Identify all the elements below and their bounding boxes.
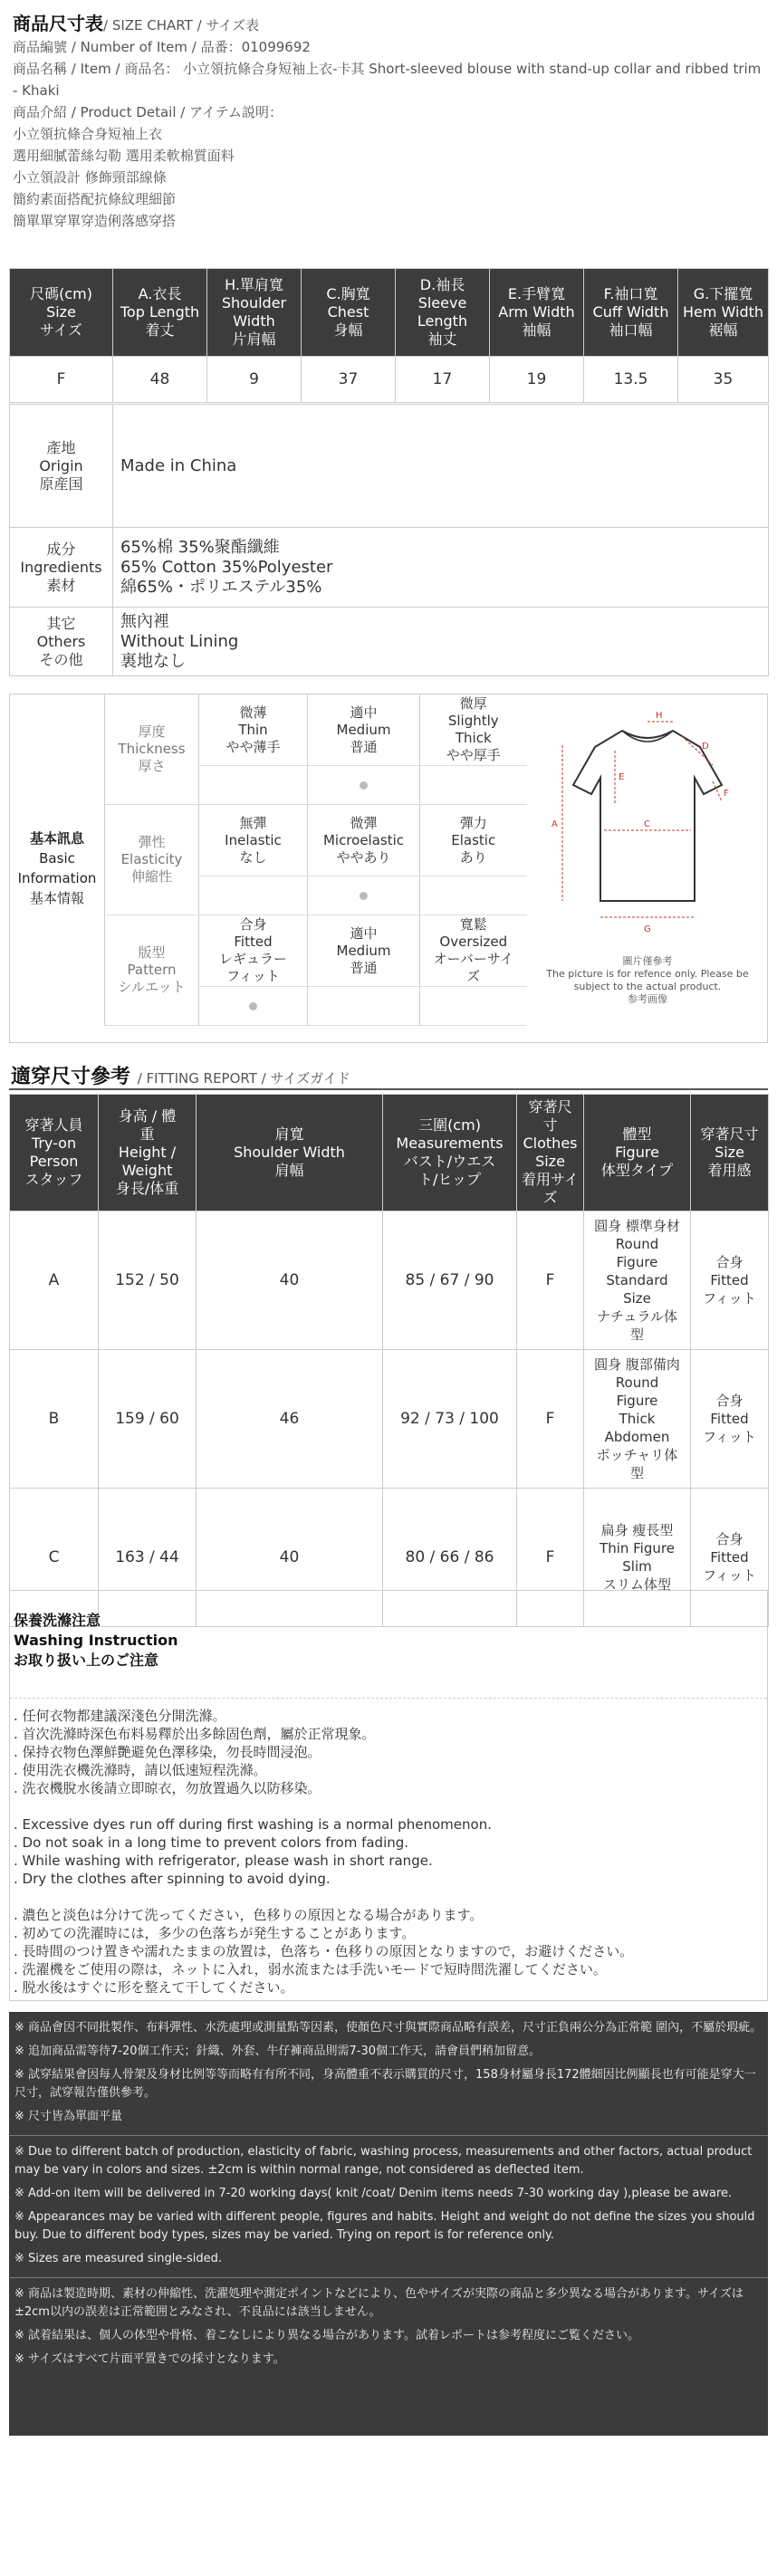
attribute-option bbox=[420, 694, 527, 766]
text-line: 型 bbox=[629, 1465, 644, 1481]
text-line: 型 bbox=[629, 1326, 644, 1343]
text-line: Height / bbox=[118, 1144, 177, 1161]
measurements-cell: 92 / 73 / 100 bbox=[383, 1350, 517, 1489]
shoulder-cell: 40 bbox=[197, 1211, 383, 1350]
text-line: Fitted bbox=[710, 1411, 749, 1427]
others-row bbox=[10, 608, 769, 676]
text-line: ややあり bbox=[336, 848, 391, 866]
text-line: ナチュラル体 bbox=[596, 1308, 678, 1325]
diagram-letter: D bbox=[702, 742, 709, 752]
diagram-letter: F bbox=[724, 789, 729, 799]
label-text: 基本情報 bbox=[29, 890, 84, 906]
size-header-cell bbox=[302, 269, 396, 357]
washing-line: . Do not soak in a long time to prevent colors from fading. bbox=[14, 1834, 409, 1851]
title-text: 商品尺寸表 bbox=[13, 13, 103, 34]
washing-line: . 濃色と淡色は分けて洗ってください，色移りの原因となる場合があります。 bbox=[14, 1907, 484, 1923]
text-line: 袖幅 bbox=[522, 321, 552, 339]
attribute-indicator-cell bbox=[308, 987, 420, 1026]
attribute-name bbox=[105, 915, 199, 1026]
others-value bbox=[113, 608, 769, 676]
product-header bbox=[0, 0, 777, 232]
others-label bbox=[10, 608, 113, 676]
value-text: 65%棉 35%聚酯纖維 bbox=[120, 537, 280, 557]
size-header-cell bbox=[396, 269, 490, 357]
fitting-title bbox=[11, 1061, 350, 1089]
text-line: Thick bbox=[619, 1411, 656, 1427]
washing-line: . Excessive dyes run off during first washing is a normal phenomenon. bbox=[14, 1816, 492, 1833]
text-line: Try-on bbox=[31, 1135, 77, 1152]
text-line: Cuff Width bbox=[592, 303, 669, 321]
text-line: スリム体型 bbox=[602, 1576, 671, 1593]
attribute-name bbox=[105, 694, 199, 805]
text-line: Measurements bbox=[396, 1135, 504, 1152]
origin-value bbox=[113, 405, 769, 528]
text-line: 彈力 bbox=[459, 814, 487, 831]
fitting-header bbox=[10, 1095, 769, 1211]
person-cell: A bbox=[10, 1211, 99, 1350]
basic-info-panel bbox=[9, 694, 768, 1043]
detail-line: 簡約素面搭配抗條紋理細節 bbox=[13, 191, 177, 207]
item-number: 商品編號 / Number of Item / 品番：01099692 bbox=[13, 39, 311, 55]
size-header-cell bbox=[678, 269, 769, 357]
size-cell: 9 bbox=[207, 357, 302, 403]
diagram-letter: C bbox=[644, 819, 650, 829]
label-text: 素材 bbox=[46, 576, 76, 594]
shoulder-cell: 46 bbox=[197, 1350, 383, 1489]
note-line: ※ Add-on item will be delivered in 7-20 working days( knit /coat/ Denim items needs 7-30 working day ),please be aware. bbox=[14, 2187, 733, 2200]
text-line: 體型 bbox=[622, 1125, 652, 1143]
text-line: 適中 bbox=[350, 704, 378, 721]
text-line: 無彈 bbox=[239, 814, 267, 831]
washing-line: . While washing with refrigerator, please wash in short range. bbox=[14, 1853, 433, 1869]
text-line: 三圍(cm) bbox=[418, 1116, 481, 1134]
washing-title-line: お取り扱い上のご注意 bbox=[14, 1652, 159, 1669]
text-line: フィット bbox=[226, 968, 280, 984]
text-line: Thick bbox=[455, 730, 492, 746]
attribute-option bbox=[199, 694, 308, 766]
text-line: 重 bbox=[139, 1125, 155, 1143]
value-text: 65% Cotton 35%Polyester bbox=[120, 557, 333, 577]
text-line: Elastic bbox=[451, 831, 496, 848]
washing-line: . 保持衣物色澤鮮艷避免色澤移染，勿長時間浸泡。 bbox=[14, 1744, 321, 1760]
detail-line: 小立領設計 修飾頸部線條 bbox=[13, 169, 167, 186]
person-cell: C bbox=[10, 1489, 99, 1627]
washing-line: . 首次洗滌時深色布料易釋於出多餘固色劑，屬於正常現象。 bbox=[14, 1726, 376, 1742]
size-header-cell bbox=[207, 269, 302, 357]
ingredients-label bbox=[10, 528, 113, 608]
value-text: 裏地なし bbox=[120, 651, 186, 671]
attribute-grid bbox=[104, 694, 526, 1026]
fitting-header-cell bbox=[517, 1095, 584, 1211]
text-line: Length bbox=[417, 312, 468, 330]
basic-info-label bbox=[10, 694, 104, 1042]
text-line: Thin bbox=[238, 721, 268, 738]
text-line: Size bbox=[46, 303, 76, 321]
ingredients-row bbox=[10, 528, 769, 608]
text-line: 袖口幅 bbox=[609, 321, 653, 339]
label-text: Basic bbox=[39, 850, 75, 867]
caption-line: 圖片僅參考 bbox=[622, 955, 673, 967]
text-line: Width bbox=[233, 312, 275, 330]
text-line: 穿著尺 bbox=[528, 1098, 572, 1116]
text-line: 穿著人員 bbox=[24, 1116, 83, 1134]
attribute-indicator-cell bbox=[199, 876, 308, 915]
washing-line: . 洗衣機脫水後請立即晾衣，勿放置過久以防移染。 bbox=[14, 1780, 321, 1796]
text-line: 体型タイプ bbox=[600, 1162, 674, 1179]
text-line: 合身 bbox=[715, 1531, 743, 1547]
origin-row bbox=[10, 405, 769, 528]
text-line: Clothes bbox=[523, 1135, 578, 1152]
washing-body bbox=[14, 1707, 762, 1997]
size-cell: 13.5 bbox=[584, 357, 678, 403]
diagram-letter: E bbox=[619, 772, 625, 782]
note-line: ※ 追加商品需等待7-20個工作天；針織、外套、牛仔褲商品則需7-30個工作天，請會員們稍加留意。 bbox=[14, 2045, 542, 2058]
size-cell: F bbox=[10, 357, 113, 403]
text-line: Thin Figure bbox=[600, 1540, 675, 1556]
notes-section bbox=[9, 2136, 768, 2278]
text-line: 伸縮性 bbox=[130, 868, 172, 885]
attribute-row bbox=[105, 915, 527, 987]
washing-line: . 使用洗衣機洗滌時，請以低速短程洗滌。 bbox=[14, 1762, 267, 1778]
notes-section bbox=[9, 2012, 768, 2136]
size-header-cell bbox=[113, 269, 207, 357]
detail-line: 簡單單穿單穿造俐落感穿搭 bbox=[13, 213, 177, 229]
text-line: シルエット bbox=[118, 979, 186, 995]
fitting-body bbox=[10, 1211, 769, 1627]
text-line: E.手臂寬 bbox=[507, 285, 566, 302]
text-line: バスト/ウエス bbox=[403, 1153, 496, 1170]
caption-line: 参考画像 bbox=[628, 993, 667, 1005]
washing-line: . 長時間のつけ置きや濡れたままの放置は，色落ち・色移りの原因となりますので，お避けください。 bbox=[14, 1943, 634, 1959]
washing-line: . 洗濯機をご使用の際は，ネットに入れ，弱水流または手洗いモードで短時間洗濯してください。 bbox=[14, 1961, 607, 1977]
text-line: スタッフ bbox=[24, 1171, 83, 1188]
size-header-cell bbox=[10, 269, 113, 357]
detail-line: 選用細膩蕾絲勾勒 選用柔軟棉質面料 bbox=[13, 148, 235, 164]
text-line: 微薄 bbox=[239, 704, 267, 721]
text-line: ズ bbox=[466, 968, 481, 984]
size-header-cell bbox=[584, 269, 678, 357]
fitting-row bbox=[10, 1350, 769, 1489]
measurements-cell: 85 / 67 / 90 bbox=[383, 1211, 517, 1350]
text-line: Microelastic bbox=[322, 831, 405, 848]
text-line: 身長/体重 bbox=[115, 1180, 179, 1197]
fitting-table bbox=[9, 1094, 769, 1627]
fitting-header-cell bbox=[383, 1095, 517, 1211]
attribute-option bbox=[199, 805, 308, 876]
attribute-row bbox=[105, 805, 527, 876]
text-line: 適中 bbox=[350, 924, 378, 942]
washing-line: . Dry the clothes after spinning to avoid dying. bbox=[14, 1871, 331, 1887]
text-line: フィット bbox=[703, 1429, 756, 1445]
diagram-caption bbox=[532, 955, 763, 1006]
fitting-title-text: 適穿尺寸參考 bbox=[11, 1066, 131, 1088]
washing-title-line: Washing Instruction bbox=[14, 1632, 178, 1649]
text-line: C.胸寬 bbox=[326, 285, 370, 302]
washing-divider bbox=[10, 1698, 767, 1699]
text-line: 着用サイ bbox=[522, 1171, 579, 1188]
text-line: 扁身 瘦長型 bbox=[600, 1522, 674, 1538]
size-cell: 19 bbox=[490, 357, 584, 403]
text-line: 版型 bbox=[138, 944, 166, 961]
detail-label: 商品介紹 / Product Detail / アイテム説明： bbox=[13, 104, 283, 120]
text-line: G.下擺寬 bbox=[693, 285, 753, 302]
text-line: 厚さ bbox=[138, 758, 166, 774]
page-title bbox=[13, 13, 764, 36]
shoulder-cell: 40 bbox=[197, 1489, 383, 1627]
note-line: ※ 商品は製造時期、素材の伸縮性、洗濯処理や測定ポイントなどにより、色やサイズが実際の商品と多少異なる場合があります。サイズは±2cm以内の誤差は正常範囲とみなされ、不良品には該当しません。 bbox=[14, 2287, 743, 2319]
label-text: その他 bbox=[39, 650, 83, 668]
text-line: 普通 bbox=[350, 738, 378, 755]
text-line: Elasticity bbox=[120, 851, 183, 867]
attribute-indicator-cell bbox=[308, 876, 420, 915]
text-line: 圓身 腹部備肉 bbox=[594, 1356, 680, 1373]
label-text: 成分 bbox=[46, 540, 76, 558]
note-line: ※ 尺寸皆為單面平量 bbox=[14, 2110, 123, 2123]
text-line: Hem Width bbox=[682, 303, 764, 321]
text-line: Fitted bbox=[710, 1272, 749, 1288]
text-line: 彈性 bbox=[138, 834, 166, 850]
clothes-size-cell: F bbox=[517, 1211, 584, 1350]
text-line: Slightly bbox=[447, 713, 499, 729]
text-line: F.袖口寬 bbox=[603, 285, 658, 302]
text-line: Thickness bbox=[118, 741, 186, 757]
selected-dot-icon bbox=[360, 781, 368, 790]
washing-line: . 任何衣物都建議深淺色分開洗滌。 bbox=[14, 1708, 226, 1724]
text-line: Fitted bbox=[710, 1549, 749, 1566]
size-cell: 35 bbox=[678, 357, 769, 403]
caption-line: subject to the actual product. bbox=[573, 981, 722, 992]
clothes-size-cell: F bbox=[517, 1350, 584, 1489]
measurements-cell: 80 / 66 / 86 bbox=[383, 1489, 517, 1627]
text-line: 肩寬 bbox=[274, 1125, 304, 1143]
text-line: 寸 bbox=[542, 1116, 558, 1134]
tshirt-icon bbox=[532, 694, 763, 948]
height-weight-cell: 159 / 60 bbox=[99, 1350, 197, 1489]
text-line: 普通 bbox=[350, 959, 378, 976]
fitting-divider bbox=[9, 1088, 768, 1090]
washing-title bbox=[10, 1591, 767, 1671]
text-line: ポッチャリ体 bbox=[596, 1447, 678, 1463]
washing-panel bbox=[9, 1590, 768, 2001]
selected-dot-icon bbox=[360, 892, 368, 900]
washing-title-line: 保養洗滌注意 bbox=[14, 1612, 101, 1629]
fit-cell bbox=[691, 1350, 769, 1489]
washing-gap bbox=[14, 1888, 762, 1906]
fit-cell bbox=[691, 1211, 769, 1350]
text-line: やや厚手 bbox=[446, 747, 501, 763]
text-line: Standard bbox=[606, 1272, 668, 1288]
text-line: 着用感 bbox=[707, 1162, 752, 1179]
figure-cell bbox=[584, 1350, 691, 1489]
text-line: Weight bbox=[121, 1162, 173, 1179]
washing-line: . 初めての洗濯時には，多少の色落ちが発生することがあります。 bbox=[14, 1925, 416, 1941]
text-line: 合身 bbox=[715, 1254, 743, 1270]
note-line: ※ Sizes are measured single-sided. bbox=[14, 2252, 223, 2265]
selected-dot-icon bbox=[249, 1002, 257, 1010]
text-line: Shoulder bbox=[221, 294, 287, 311]
fitting-header-cell bbox=[584, 1095, 691, 1211]
height-weight-cell: 163 / 44 bbox=[99, 1489, 197, 1627]
attribute-name bbox=[105, 805, 199, 915]
note-line: ※ サイズはすべて片面平置きでの採寸となります。 bbox=[14, 2352, 285, 2366]
info-table bbox=[9, 404, 769, 676]
attribute-indicator-cell bbox=[420, 766, 527, 805]
text-line: Size bbox=[623, 1290, 651, 1307]
text-line: H.單肩寬 bbox=[225, 276, 283, 293]
fitting-header-cell bbox=[691, 1095, 769, 1211]
person-cell: B bbox=[10, 1350, 99, 1489]
text-line: Round bbox=[615, 1236, 659, 1252]
text-line: 圓身 標準身材 bbox=[594, 1218, 680, 1234]
value-text: 無內裡 bbox=[120, 611, 169, 631]
text-line: あり bbox=[459, 848, 487, 866]
attribute-indicator-cell bbox=[420, 876, 527, 915]
fitting-row bbox=[10, 1211, 769, 1350]
label-text: Ingredients bbox=[20, 558, 102, 576]
figure-cell bbox=[584, 1211, 691, 1350]
text-line: 寬鬆 bbox=[459, 916, 487, 933]
attribute-option bbox=[308, 694, 420, 766]
label-text: Others bbox=[36, 632, 86, 650]
item-name: 商品名稱 / Item / 商品名： 小立領抗條合身短袖上衣-卡其 Short-sleeved blouse with stand-up collar and ribbed trim - Khaki bbox=[13, 61, 762, 99]
attribute-table bbox=[104, 694, 527, 1026]
origin-label bbox=[10, 405, 113, 528]
text-line: Abdomen bbox=[604, 1429, 670, 1445]
text-line: フィット bbox=[703, 1290, 756, 1307]
text-line: 身高 / 體 bbox=[118, 1107, 177, 1125]
text-line: 身幅 bbox=[333, 321, 363, 339]
washing-line: . 脱水後はすぐに形を整えて干してください。 bbox=[14, 1979, 294, 1996]
attribute-indicator-cell bbox=[420, 987, 527, 1026]
text-line: Oversized bbox=[439, 934, 508, 950]
text-line: サイズ bbox=[40, 321, 82, 339]
size-table-row bbox=[10, 357, 769, 403]
note-line: ※ 試穿結果會因每人骨架及身材比例等等而略有有所不同，身高體重不表示購買的尺寸，158身材屬身長172體細因比例顯長也有可能是穿大一尺寸，試穿報告僅供參考。 bbox=[14, 2068, 756, 2100]
garment-diagram bbox=[532, 694, 763, 1042]
size-header-cell bbox=[490, 269, 584, 357]
washing-gap bbox=[14, 1797, 762, 1815]
text-line: 微彈 bbox=[350, 814, 378, 831]
text-line: オーバーサイ bbox=[433, 951, 513, 967]
notes-panel bbox=[9, 2012, 768, 2436]
value-text: 綿65%・ポリエステル35% bbox=[120, 577, 322, 597]
note-line: ※ Due to different batch of production, elasticity of fabric, washing process, measurements and other factors, actual product may be vary in colors and sizes. ±2cm is within normal range, not considered as deflected item. bbox=[14, 2145, 753, 2177]
text-line: 肩幅 bbox=[274, 1162, 304, 1179]
text-line: Figure bbox=[616, 1393, 658, 1409]
label-text: 原産国 bbox=[39, 474, 83, 493]
text-line: Shoulder Width bbox=[234, 1144, 345, 1161]
text-line: ズ bbox=[542, 1189, 558, 1206]
text-line: やや薄手 bbox=[225, 738, 281, 755]
text-line: Figure bbox=[616, 1254, 658, 1270]
attribute-row bbox=[105, 694, 527, 766]
text-line: 裾幅 bbox=[708, 321, 738, 339]
fitting-title-sub: / FITTING REPORT / サイズガイド bbox=[137, 1070, 350, 1087]
note-line: ※ Appearances may be varied with different people, figures and habits. Height and weight do not define the sizes you should buy. Due to different body types, sizes may be varied. Trying on report is for reference only. bbox=[14, 2210, 755, 2242]
text-line: Medium bbox=[336, 942, 391, 959]
text-line: ト/ヒップ bbox=[418, 1171, 481, 1188]
height-weight-cell: 152 / 50 bbox=[99, 1211, 197, 1350]
text-line: Pattern bbox=[127, 962, 177, 978]
text-line: 厚度 bbox=[138, 723, 166, 740]
text-line: A.衣長 bbox=[138, 285, 182, 302]
attribute-indicator-cell bbox=[199, 766, 308, 805]
label-text: Origin bbox=[39, 456, 83, 474]
text-line: Size bbox=[535, 1153, 565, 1170]
fitting-header-cell bbox=[10, 1095, 99, 1211]
attribute-option bbox=[199, 915, 308, 987]
attribute-indicator-cell bbox=[199, 987, 308, 1026]
diagram-letter: A bbox=[552, 819, 558, 829]
size-cell: 48 bbox=[113, 357, 207, 403]
text-line: Sleeve bbox=[417, 294, 467, 311]
label-text: 其它 bbox=[46, 614, 76, 632]
text-line: Arm Width bbox=[498, 303, 575, 321]
text-line: Chest bbox=[327, 303, 369, 321]
note-line: ※ 試着結果は、個人の体型や骨格、着こなしにより異なる場合があります。試着レポートは参考程度にご覧ください。 bbox=[14, 2329, 639, 2342]
value-text: Without Lining bbox=[120, 631, 239, 651]
ingredients-value bbox=[113, 528, 769, 608]
diagram-letter: H bbox=[656, 711, 663, 721]
label-text: Information bbox=[17, 870, 97, 886]
attribute-option bbox=[420, 805, 527, 876]
text-line: Slim bbox=[622, 1558, 652, 1575]
size-table-header bbox=[10, 269, 769, 357]
text-line: 片肩幅 bbox=[232, 330, 276, 348]
text-line: D.袖長 bbox=[419, 276, 465, 293]
text-line: なし bbox=[239, 848, 267, 866]
clothes-size-cell: F bbox=[517, 1489, 584, 1627]
text-line: レギュラー bbox=[218, 951, 287, 967]
text-line: 合身 bbox=[715, 1393, 743, 1409]
text-line: Medium bbox=[336, 721, 391, 738]
title-subtext: / SIZE CHART / サイズ表 bbox=[103, 17, 260, 34]
text-line: 微厚 bbox=[459, 695, 487, 712]
text-line: Size bbox=[715, 1144, 744, 1161]
text-line: フィット bbox=[703, 1567, 756, 1584]
text-line: Fitted bbox=[234, 934, 273, 950]
text-line: Figure bbox=[615, 1144, 659, 1161]
size-cell: 37 bbox=[302, 357, 396, 403]
detail-line: 小立領抗條合身短袖上衣 bbox=[13, 126, 163, 142]
text-line: 穿著尺寸 bbox=[700, 1125, 759, 1143]
attribute-option bbox=[420, 915, 527, 987]
text-line: Top Length bbox=[120, 303, 200, 321]
text-line: 着丈 bbox=[145, 321, 175, 339]
attribute-option bbox=[308, 805, 420, 876]
fitting-header-cell bbox=[197, 1095, 383, 1211]
size-table bbox=[9, 268, 769, 403]
value-text: Made in China bbox=[120, 455, 237, 475]
text-line: 袖丈 bbox=[427, 330, 457, 348]
label-text: 基本訊息 bbox=[29, 830, 84, 847]
size-cell: 17 bbox=[396, 357, 490, 403]
notes-section bbox=[9, 2278, 768, 2378]
attribute-option bbox=[308, 915, 420, 987]
text-line: Round bbox=[615, 1374, 659, 1391]
text-line: Person bbox=[29, 1153, 79, 1170]
attribute-indicator-cell bbox=[308, 766, 420, 805]
diagram-letter: G bbox=[644, 924, 651, 934]
text-line: 尺碼(cm) bbox=[30, 285, 92, 302]
label-text: 產地 bbox=[46, 438, 76, 456]
note-line: ※ 商品會因不同批製作、布料彈性、水洗處理或測量點等因素，使顏色尺寸與實際商品略有誤差，尺寸正負兩公分為正常範 圍內，不屬於瑕疵。 bbox=[14, 2021, 763, 2035]
text-line: 合身 bbox=[239, 916, 267, 933]
fitting-header-cell bbox=[99, 1095, 197, 1211]
caption-line: The picture is for refence only. Please be bbox=[546, 968, 749, 980]
text-line: Inelastic bbox=[225, 831, 282, 848]
